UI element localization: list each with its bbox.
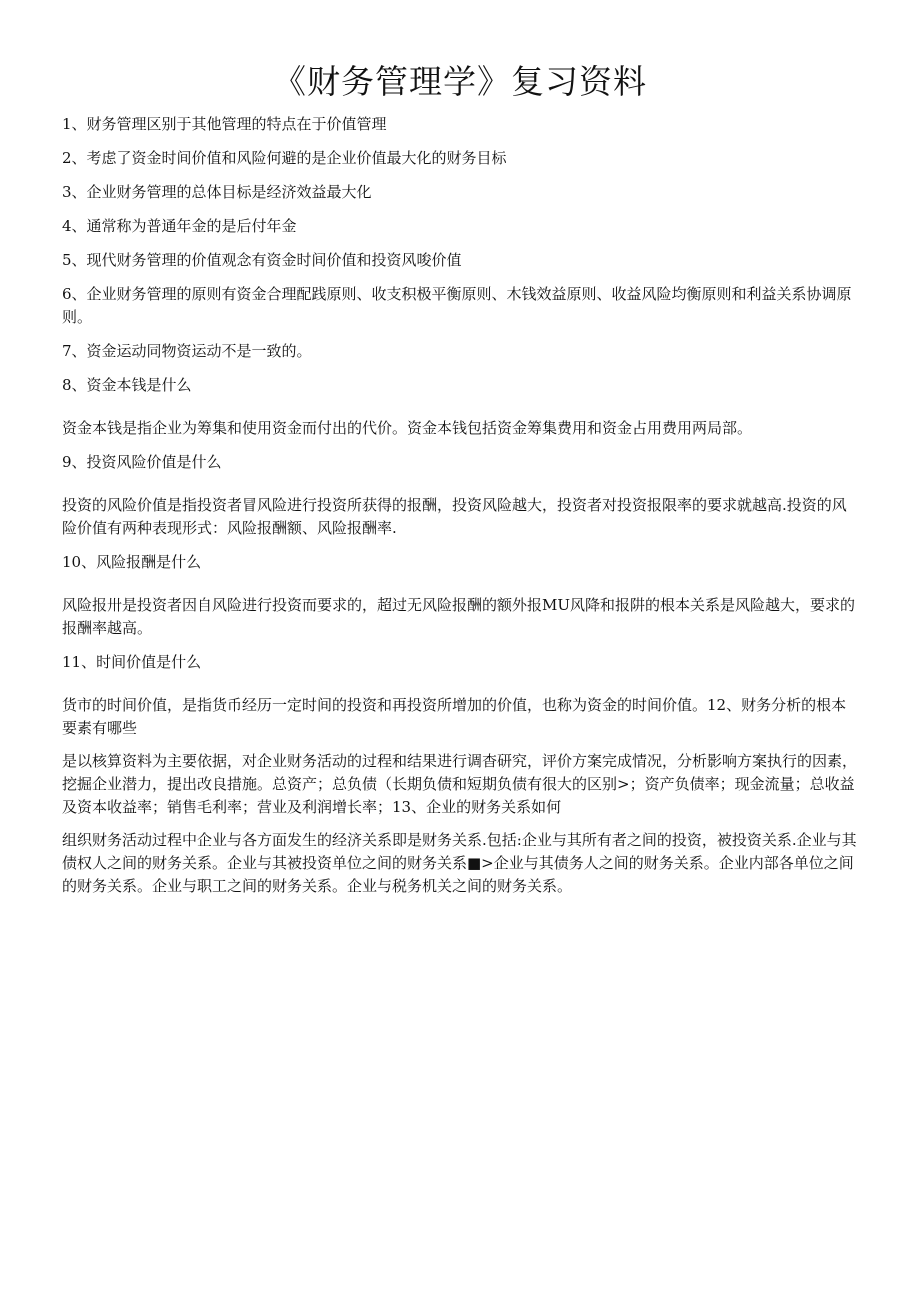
list-item: 6、企业财务管理的原则有资金合理配践原则、收支积极平衡原则、木钱效益原则、收益风险均衡原则和利益关系协调原则。 xyxy=(62,285,852,326)
answer-9: 投资的风险价值是指投资者冒风险进行投资所获得的报酬，投资风险越大，投资者对投资报限率的要求就越高.投资的风险价值有两种表现形式：风险报酬额、风险报酬率. xyxy=(62,496,847,537)
answer-11: 货市的时间价值，是指货币经历一定时间的投资和再投资所增加的价值，也称为资金的时间价值。12、财务分析的根本要素有哪些 xyxy=(62,696,847,737)
question-9: 9、投资风险价值是什么 xyxy=(62,453,222,471)
list-item: 5、现代财务管理的价值观念有资金时间价值和投资风唆价值 xyxy=(62,251,462,269)
answer-10: 风险报卅是投资者因自风险进行投资而要求的，超过无风险报酬的额外报MU风降和报阱的根本关系是风险越大，要求的报酬率越高。 xyxy=(62,596,856,637)
list-item: 3、企业财务管理的总体目标是经济效益最大化 xyxy=(62,183,372,201)
question-11: 11、时间价值是什么 xyxy=(62,653,202,671)
list-item: 7、资金运动同物资运动不是一致的。 xyxy=(62,342,312,360)
question-8: 8、资金本钱是什么 xyxy=(62,376,192,394)
answer-12: 是以核算资料为主要依据，对企业财务活动的过程和结果进行调杳研究，评价方案完成情况，分析影响方案执行的因素，挖掘企业潜力，提出改良措施。总资产；总负债（长期负债和短期负债有很大的区别>；资产负债率；现金流量；总收益及资本收益率；销售毛利率；营业及利润增长率；13、企业的财务关系如何 xyxy=(62,752,858,816)
page-title: 《财务管理学》复习资料 xyxy=(273,62,647,101)
question-10: 10、风险报酬是什么 xyxy=(62,553,202,571)
list-item: 1、财务管理区别于其他管理的特点在于价值管理 xyxy=(62,115,387,133)
answer-8: 资金本钱是指企业为筹集和使用资金而付出的代价。资金本钱包括资金筹集费用和资金占用费用两局部。 xyxy=(62,419,753,437)
list-item: 4、通常称为普通年金的是后付年金 xyxy=(62,217,297,235)
answer-13: 组织财务活动过程中企业与各方面发生的经济关系即是财务关系.包括:企业与其所有者之间的投资，被投资关系.企业与其债权人之间的财务关系。企业与其被投资单位之间的财务关系■>企业与其债务人之间的财务关系。企业内部各单位之间的财务关系。企业与职工之间的财务关系。企业与税务机关之间的财务关系。 xyxy=(62,831,857,895)
list-item: 2、考虑了资金时间价值和风险何避的是企业价值最大化的财务目标 xyxy=(62,149,507,167)
document-body xyxy=(62,113,858,898)
